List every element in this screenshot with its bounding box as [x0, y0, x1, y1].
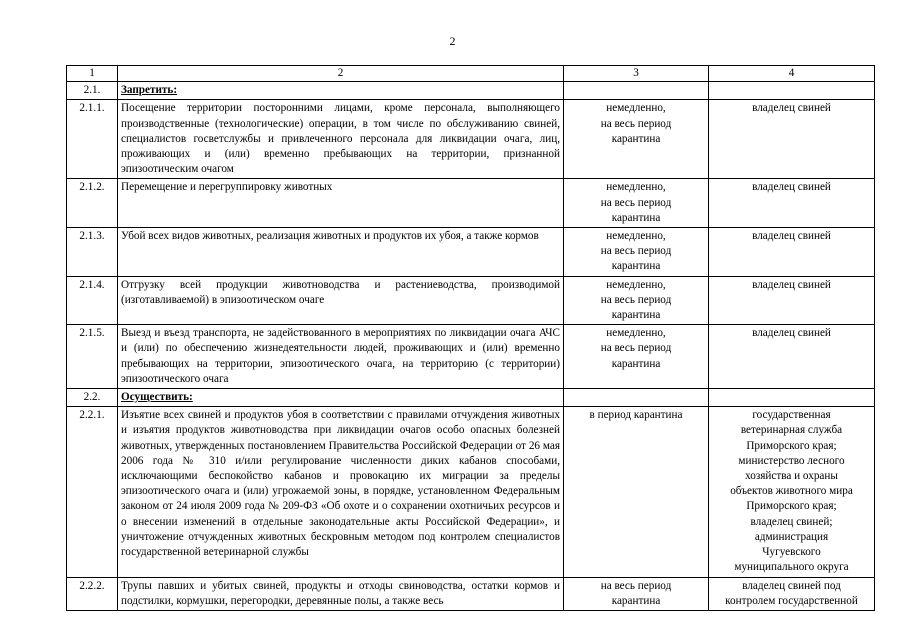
item-number: 2.1. — [67, 82, 118, 100]
header-cell: 1 — [67, 66, 118, 82]
table-row — [67, 276, 875, 325]
section-heading — [118, 82, 564, 100]
term-cell: немедленно, на весь период карантина — [564, 276, 709, 325]
term-cell: в период карантина — [564, 407, 709, 577]
table-section-row — [67, 82, 875, 100]
item-number: 2.1.5. — [67, 325, 118, 389]
term-cell: немедленно, на весь период карантина — [564, 100, 709, 179]
measure-text: Перемещение и перегруппировку животных — [118, 179, 564, 228]
measure-text: Трупы павших и убитых свиней, продукты и отходы свиноводства, остатки кормов и подстилки, кормушки, перегородки, деревянные полы, а также весь — [118, 577, 564, 610]
table-row — [67, 577, 875, 610]
responsible-cell: владелец свиней под контролем государственной — [709, 577, 875, 610]
table-row — [67, 100, 875, 179]
measures-table — [66, 65, 875, 611]
responsible-cell: владелец свиней — [709, 179, 875, 228]
item-number: 2.2.1. — [67, 407, 118, 577]
responsible-cell: владелец свиней — [709, 100, 875, 179]
term-cell — [564, 82, 709, 100]
table-header-row — [67, 66, 875, 82]
term-cell — [564, 389, 709, 407]
measure-text: Отгрузку всей продукции животноводства и растениеводства, производимой (изготавливаемой) в эпизоотическом очаге — [118, 276, 564, 325]
item-number: 2.1.4. — [67, 276, 118, 325]
measure-text: Выезд и въезд транспорта, не задействованного в мероприятиях по ликвидации очага АЧС и (или) по обеспечению жизнедеятельности людей, проживающих и (или) временно пребывающих на территории, эпизоотического очага, на территорию (с территории) эпизоотического очага — [118, 325, 564, 389]
section-heading-text: Запретить: — [121, 84, 178, 97]
measure-text: Изъятие всех свиней и продуктов убоя в соответствии с правилами отчуждения животных и изъятия продуктов животноводства при ликвидации очагов особо опасных болезней животных, утвержденных постановлением Правительства Российской Федерации от 26 мая 2006 года № 310 и/или регулирование численности диких кабанов способами, исключающими беспокойство кабанов и провокацию их миграции за пределы эпизоотического очага и (или) угрожаемой зоны, в порядке, установленном Федеральным законом от 24 июля 2009 года № 209-ФЗ «Об охоте и о сохранении охотничьих ресурсов и о внесении изменений в отдельные законодательные акты Российской Федерации», и уничтожение отчужденных животных бескровным методом под контролем специалистов государственной ветеринарной службы — [118, 407, 564, 577]
table-section-row — [67, 389, 875, 407]
measure-text: Убой всех видов животных, реализация животных и продуктов их убоя, а также кормов — [118, 228, 564, 277]
item-number: 2.2. — [67, 389, 118, 407]
section-heading-text: Осуществить: — [121, 391, 193, 404]
table-row — [67, 179, 875, 228]
item-number: 2.1.1. — [67, 100, 118, 179]
responsible-cell — [709, 389, 875, 407]
term-cell: немедленно, на весь период карантина — [564, 325, 709, 389]
term-cell: немедленно, на весь период карантина — [564, 228, 709, 277]
responsible-cell: владелец свиней — [709, 276, 875, 325]
measure-text: Посещение территории посторонними лицами, кроме персонала, выполняющего производственные (технологические) операции, в том числе по обслуживанию свиней, специалистов госветслужбы и привлеченного персонала для ликвидации очага, лиц, проживающих и (или) временно пребывающих на территории, признанной эпизоотическим очагом — [118, 100, 564, 179]
header-cell: 4 — [709, 66, 875, 82]
table-row — [67, 228, 875, 277]
table-row — [67, 407, 875, 577]
page-number: 2 — [449, 34, 456, 48]
item-number: 2.1.3. — [67, 228, 118, 277]
item-number: 2.1.2. — [67, 179, 118, 228]
responsible-cell: владелец свиней — [709, 325, 875, 389]
term-cell: немедленно, на весь период карантина — [564, 179, 709, 228]
responsible-cell: владелец свиней — [709, 228, 875, 277]
term-cell: на весь период карантина — [564, 577, 709, 610]
responsible-cell — [709, 82, 875, 100]
table-row — [67, 325, 875, 389]
header-cell: 2 — [118, 66, 564, 82]
item-number: 2.2.2. — [67, 577, 118, 610]
header-cell: 3 — [564, 66, 709, 82]
responsible-cell: государственная ветеринарная служба Приморского края; министерство лесного хозяйства и охраны объектов животного мира Приморского края; владелец свиней; администрация Чугуевского муниципального округа — [709, 407, 875, 577]
section-heading — [118, 389, 564, 407]
